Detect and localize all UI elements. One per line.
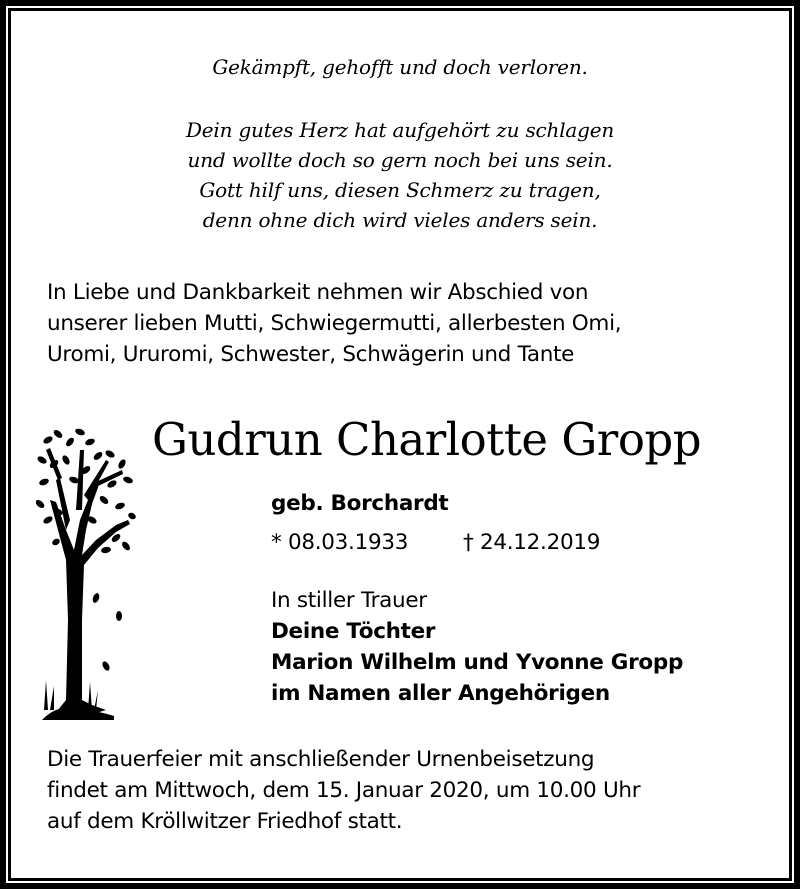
ceremony-line-3: auf dem Kröllwitzer Friedhof statt.	[47, 809, 403, 834]
ceremony-line-1: Die Trauerfeier mit anschließender Urnenbeisetzung	[47, 747, 595, 772]
intro-line-3: Uromi, Ururomi, Schwester, Schwägerin und Tante	[47, 342, 575, 367]
mourners-line-3: im Namen aller Angehörigen	[271, 681, 610, 706]
poem-verse-line-3: Gott hilf uns, diesen Schmerz zu tragen,	[199, 178, 601, 202]
deceased-name: Gudrun Charlotte Gropp	[152, 413, 702, 466]
tree-icon	[36, 420, 136, 720]
poem-verse-line-2: und wollte doch so gern noch bei uns sein.	[187, 148, 613, 172]
death-date: † 24.12.2019	[463, 530, 601, 555]
intro-line-1: In Liebe und Dankbarkeit nehmen wir Abschied von	[47, 280, 589, 305]
poem-verse-line-4: denn ohne dich wird vieles anders sein.	[202, 208, 598, 232]
intro-line-2: unserer lieben Mutti, Schwiegermutti, allerbesten Omi,	[47, 311, 622, 336]
poem-verse-line-1: Dein gutes Herz hat aufgehört zu schlagen	[185, 118, 615, 142]
mourners-intro: In stiller Trauer	[271, 588, 427, 613]
mourners-line-2: Marion Wilhelm und Yvonne Gropp	[271, 650, 684, 675]
poem-opening-line: Gekämpft, gehofft und doch verloren.	[212, 55, 588, 79]
mourners-line-1: Deine Töchter	[271, 619, 436, 644]
ceremony-line-2: findet am Mittwoch, dem 15. Januar 2020, um 10.00 Uhr	[47, 778, 641, 803]
maiden-name: geb. Borchardt	[271, 491, 449, 516]
birth-date: * 08.03.1933	[271, 530, 409, 555]
